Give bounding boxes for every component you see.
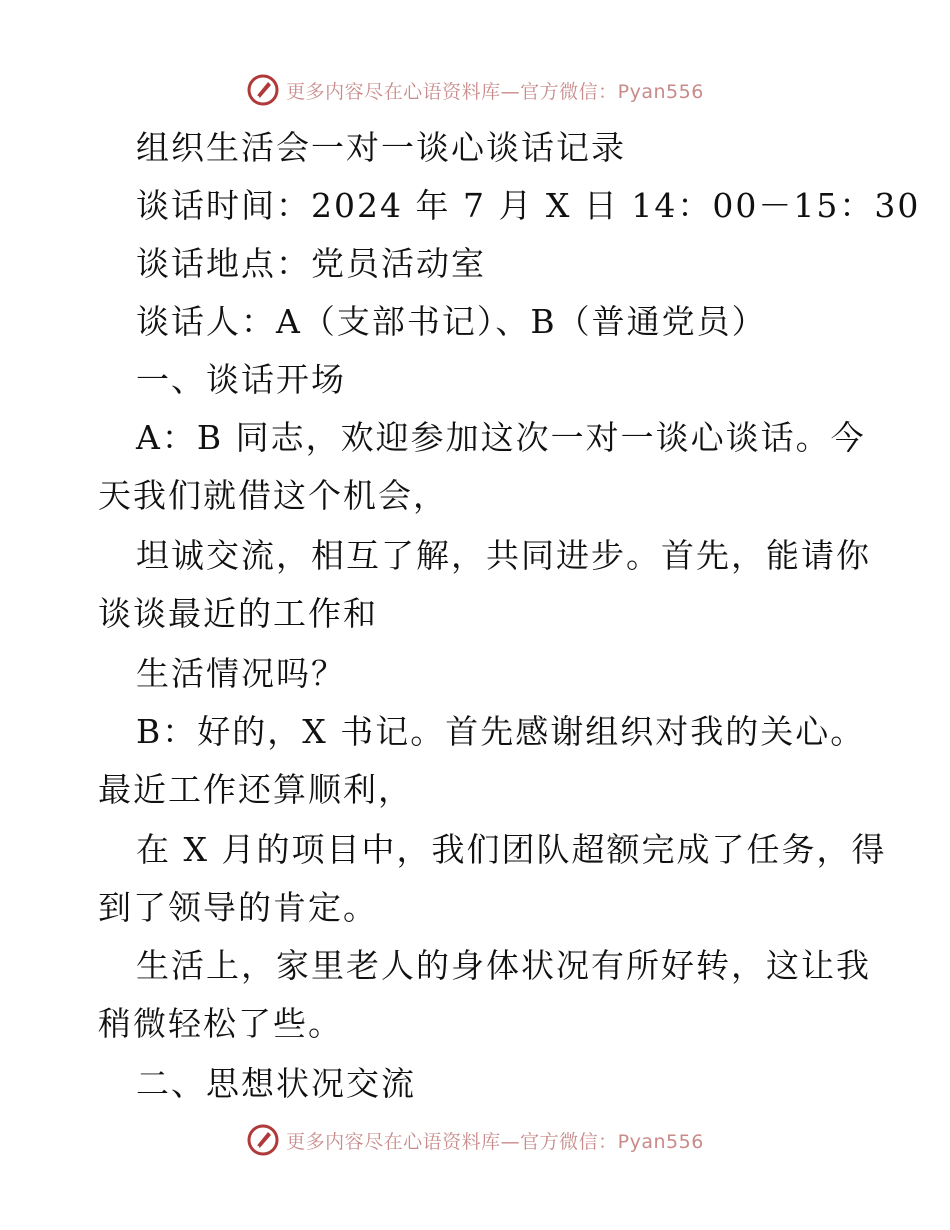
doc-line: 到了领导的肯定。	[98, 888, 378, 927]
section-heading-opening: 一、谈话开场	[136, 360, 346, 399]
doc-line-time: 谈话时间：2024 年 7 月 X 日 14：00－15：30	[136, 186, 921, 225]
doc-line: 坦诚交流，相互了解，共同进步。首先，能请你	[136, 536, 871, 575]
watermark-text: 更多内容尽在心语资料库—官方微信：Pyan556	[286, 1130, 704, 1153]
section-heading-thoughts: 二、思想状况交流	[136, 1064, 416, 1103]
doc-line: A：B 同志，欢迎参加这次一对一谈心谈话。今	[136, 418, 866, 457]
watermark-text: 更多内容尽在心语资料库—官方微信：Pyan556	[286, 80, 704, 103]
doc-line-location: 谈话地点：党员活动室	[136, 244, 486, 283]
doc-line: 生活上，家里老人的身体状况有所好转，这让我	[136, 946, 871, 985]
watermark-footer	[0, 1120, 950, 1160]
doc-line-participants: 谈话人：A（支部书记）、B（普通党员）	[136, 302, 767, 341]
quill-logo-icon	[246, 73, 280, 107]
doc-line: 谈谈最近的工作和	[98, 594, 378, 633]
doc-line: 最近工作还算顺利，	[98, 770, 413, 809]
doc-line: 天我们就借这个机会，	[98, 476, 448, 515]
doc-line: 稍微轻松了些。	[98, 1004, 343, 1043]
doc-title: 组织生活会一对一谈心谈话记录	[136, 128, 626, 167]
doc-line: 生活情况吗？	[136, 654, 346, 693]
doc-line: B：好的，X 书记。首先感谢组织对我的关心。	[136, 712, 866, 751]
doc-line: 在 X 月的项目中，我们团队超额完成了任务，得	[136, 830, 887, 869]
quill-logo-icon	[246, 1123, 280, 1157]
watermark-header	[0, 70, 950, 110]
